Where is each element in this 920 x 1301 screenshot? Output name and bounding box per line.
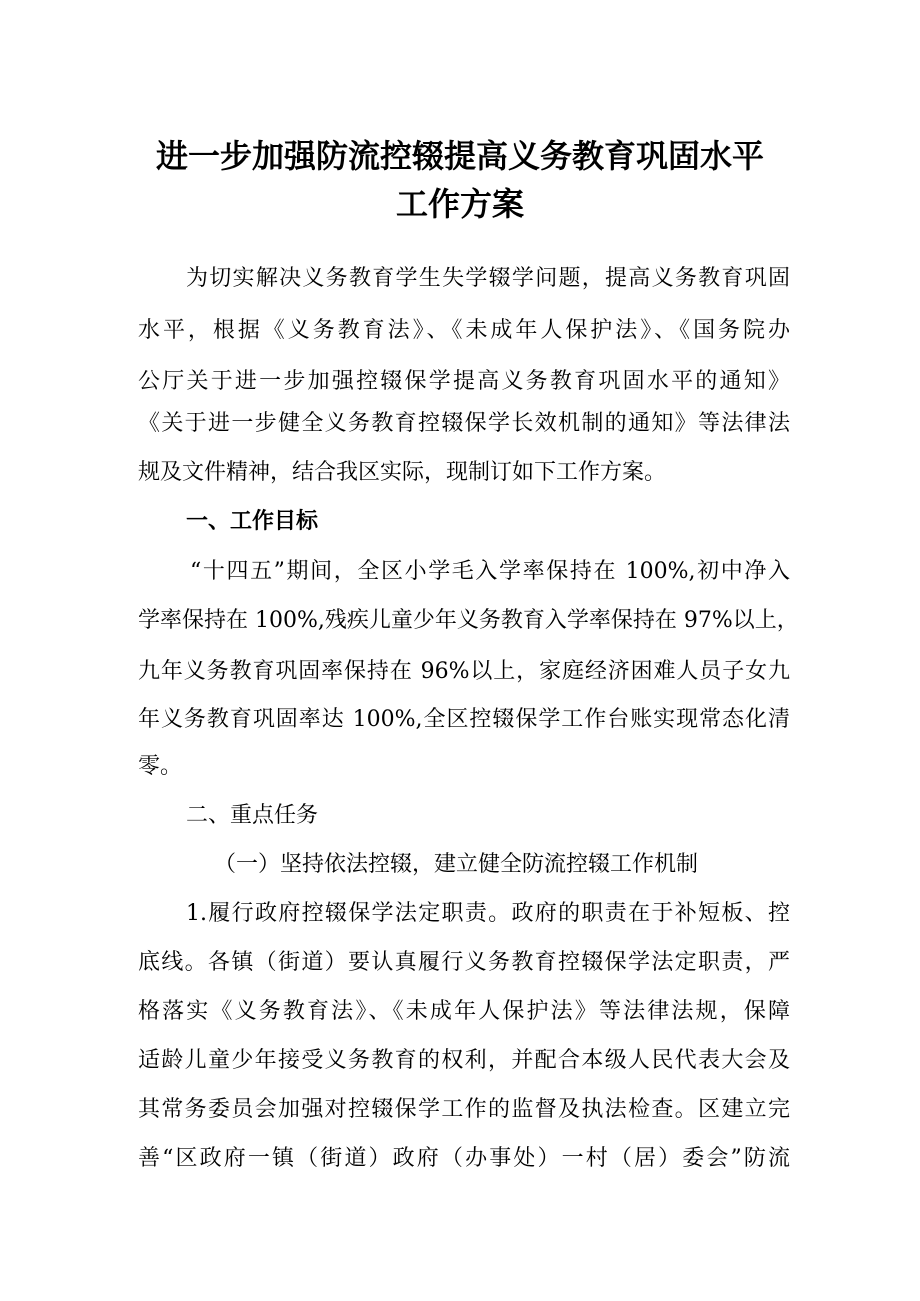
item-1-line-5: 其常务委员会加强对控辍保学工作的监督及执法检查。区建立完 [138,1097,790,1122]
intro-line-3: 公厅关于进一步加强控辍保学提高义务教育巩固水平的通知》 [138,369,790,394]
section-1-line-4: 年义务教育巩固率达 100%,全区控辍保学工作台账实现常态化清 [138,707,790,732]
item-1-line-1: 1.履行政府控辍保学法定职责。政府的职责在于补短板、控 [186,901,790,926]
document-title-line-1: 进一步加强防流控辍提高义务教育巩固水平 [155,137,764,175]
section-1-line-5: 零。 [138,754,183,779]
subsection-1-heading: （一）坚持依法控辍，建立健全防流控辍工作机制 [214,852,699,877]
item-1-line-6: 善“区政府一镇（街道）政府（办事处）一村（居）委会”防流 [138,1146,790,1171]
intro-line-4: 《关于进一步健全义务教育控辍保学长效机制的通知》等法律法 [138,411,790,436]
intro-line-1: 为切实解决义务教育学生失学辍学问题，提高义务教育巩固 [186,266,790,291]
section-1-line-3: 九年义务教育巩固率保持在 96%以上，家庭经济困难人员子女九 [138,659,790,684]
item-1-line-4: 适龄儿童少年接受义务教育的权利，并配合本级人民代表大会及 [138,1048,790,1073]
item-1-line-2: 底线。各镇（街道）要认真履行义务教育控辍保学法定职责，严 [138,950,790,975]
intro-line-5: 规及文件精神，结合我区实际，现制订如下工作方案。 [138,460,667,485]
section-1-line-2: 学率保持在 100%,残疾儿童少年义务教育入学率保持在 97%以上， [138,608,799,633]
section-1-line-1: “十四五”期间，全区小学毛入学率保持在 100%,初中净入 [190,559,790,584]
item-1-line-3: 格落实《义务教育法》、《未成年人保护法》等法律法规，保障 [138,999,790,1024]
section-1-heading: 一、工作目标 [186,509,319,534]
intro-line-2: 水平，根据《义务教育法》、《未成年人保护法》、《国务院办 [138,318,790,343]
document-title-line-2: 工作方案 [395,185,524,223]
section-2-heading: 二、重点任务 [186,803,319,828]
